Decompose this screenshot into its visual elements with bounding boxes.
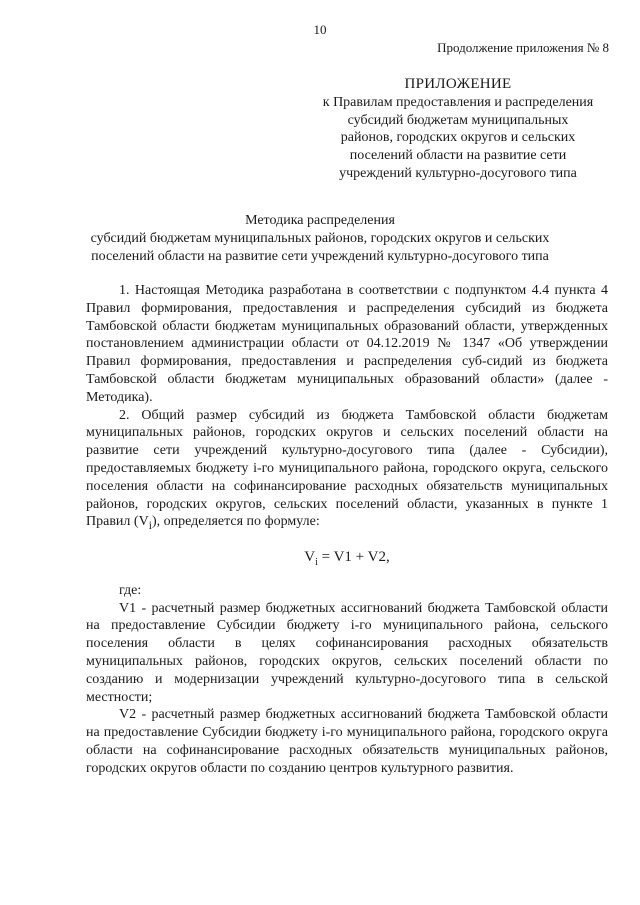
method-subtitle-line-1: субсидий бюджетам муниципальных районов, городских округов и сельских [90,230,550,246]
formula [86,549,608,572]
appendix-line: к Правилам предоставления и распределения [322,94,594,110]
formula-v: V [304,548,316,565]
method-subtitle-line-2: поселений области на развитие сети учреждений культурно-досугового типа [91,248,549,264]
where-label: где: [119,582,142,598]
paragraph-2-text-b: ), определяется по формуле: [151,514,320,530]
appendix-block [298,76,618,183]
document-body [86,282,608,778]
paragraph-2-subscript: i [148,519,152,533]
method-heading [0,212,640,265]
paragraph-2 [86,407,608,535]
appendix-title: ПРИЛОЖЕНИЕ [404,76,512,92]
paragraph-2-text-a: 2. Общий размер субсидий из бюджета Тамбовской области бюджетам муниципальных районов, городских округов и сельских поселений области на развитие сети учреждений культурно-досугового типа (далее - Субсидии), предоставляемых бюджету i-го муниципального района, городского округа, сельского поселения области на софинансирование расходных обязательств муниципальных районов, городских округов, сельских поселений области, указанных в пункте 1 Правил (V [86,407,608,530]
formula-rest: = V1 + V2, [317,548,390,565]
appendix-line: субсидий бюджетам муниципальных [347,112,569,128]
definition-v1: V1 - расчетный размер бюджетных ассигнований бюджета Тамбовской области на предоставление Субсидии бюджету i-го муниципального района, сельского поселения области в целях софинансирования расходных обязательств муниципальных районов, городских округов, сельских поселений области по созданию и модернизации учреждений культурно-досугового типа в сельской местности; [86,600,608,705]
formula-subscript: i [315,556,318,568]
continuation-note: Продолжение приложения № 8 [437,40,609,55]
appendix-line: учреждений культурно-досугового типа [339,165,577,181]
appendix-line: поселений области на развитие сети [349,148,567,164]
method-title: Методика распределения [245,213,395,228]
paragraph-1: 1. Настоящая Методика разработана в соответствии с подпунктом 4.4 пункта 4 Правил формирования, предоставления и распределения субсидий из бюджета Тамбовской области бюджетам муниципальных образований области, утвержденных постановлением администрации области от 04.12.2019 № 1347 «Об утверждении Правил формирования, предоставления и распределения суб-сидий из бюджета Тамбовской области бюджетам муниципальных образований области» (далее - Методика). [86,283,608,405]
definition-v2: V2 - расчетный размер бюджетных ассигнований бюджета Тамбовской области на предоставление Субсидии бюджету i-го муниципального района, городского округа области на софинансирование расходных обязательств муниципальных районов, городских округов области по созданию центров культурного развития. [86,707,608,776]
appendix-line: районов, городских округов и сельских [340,130,576,146]
page-number: 10 [313,22,327,37]
